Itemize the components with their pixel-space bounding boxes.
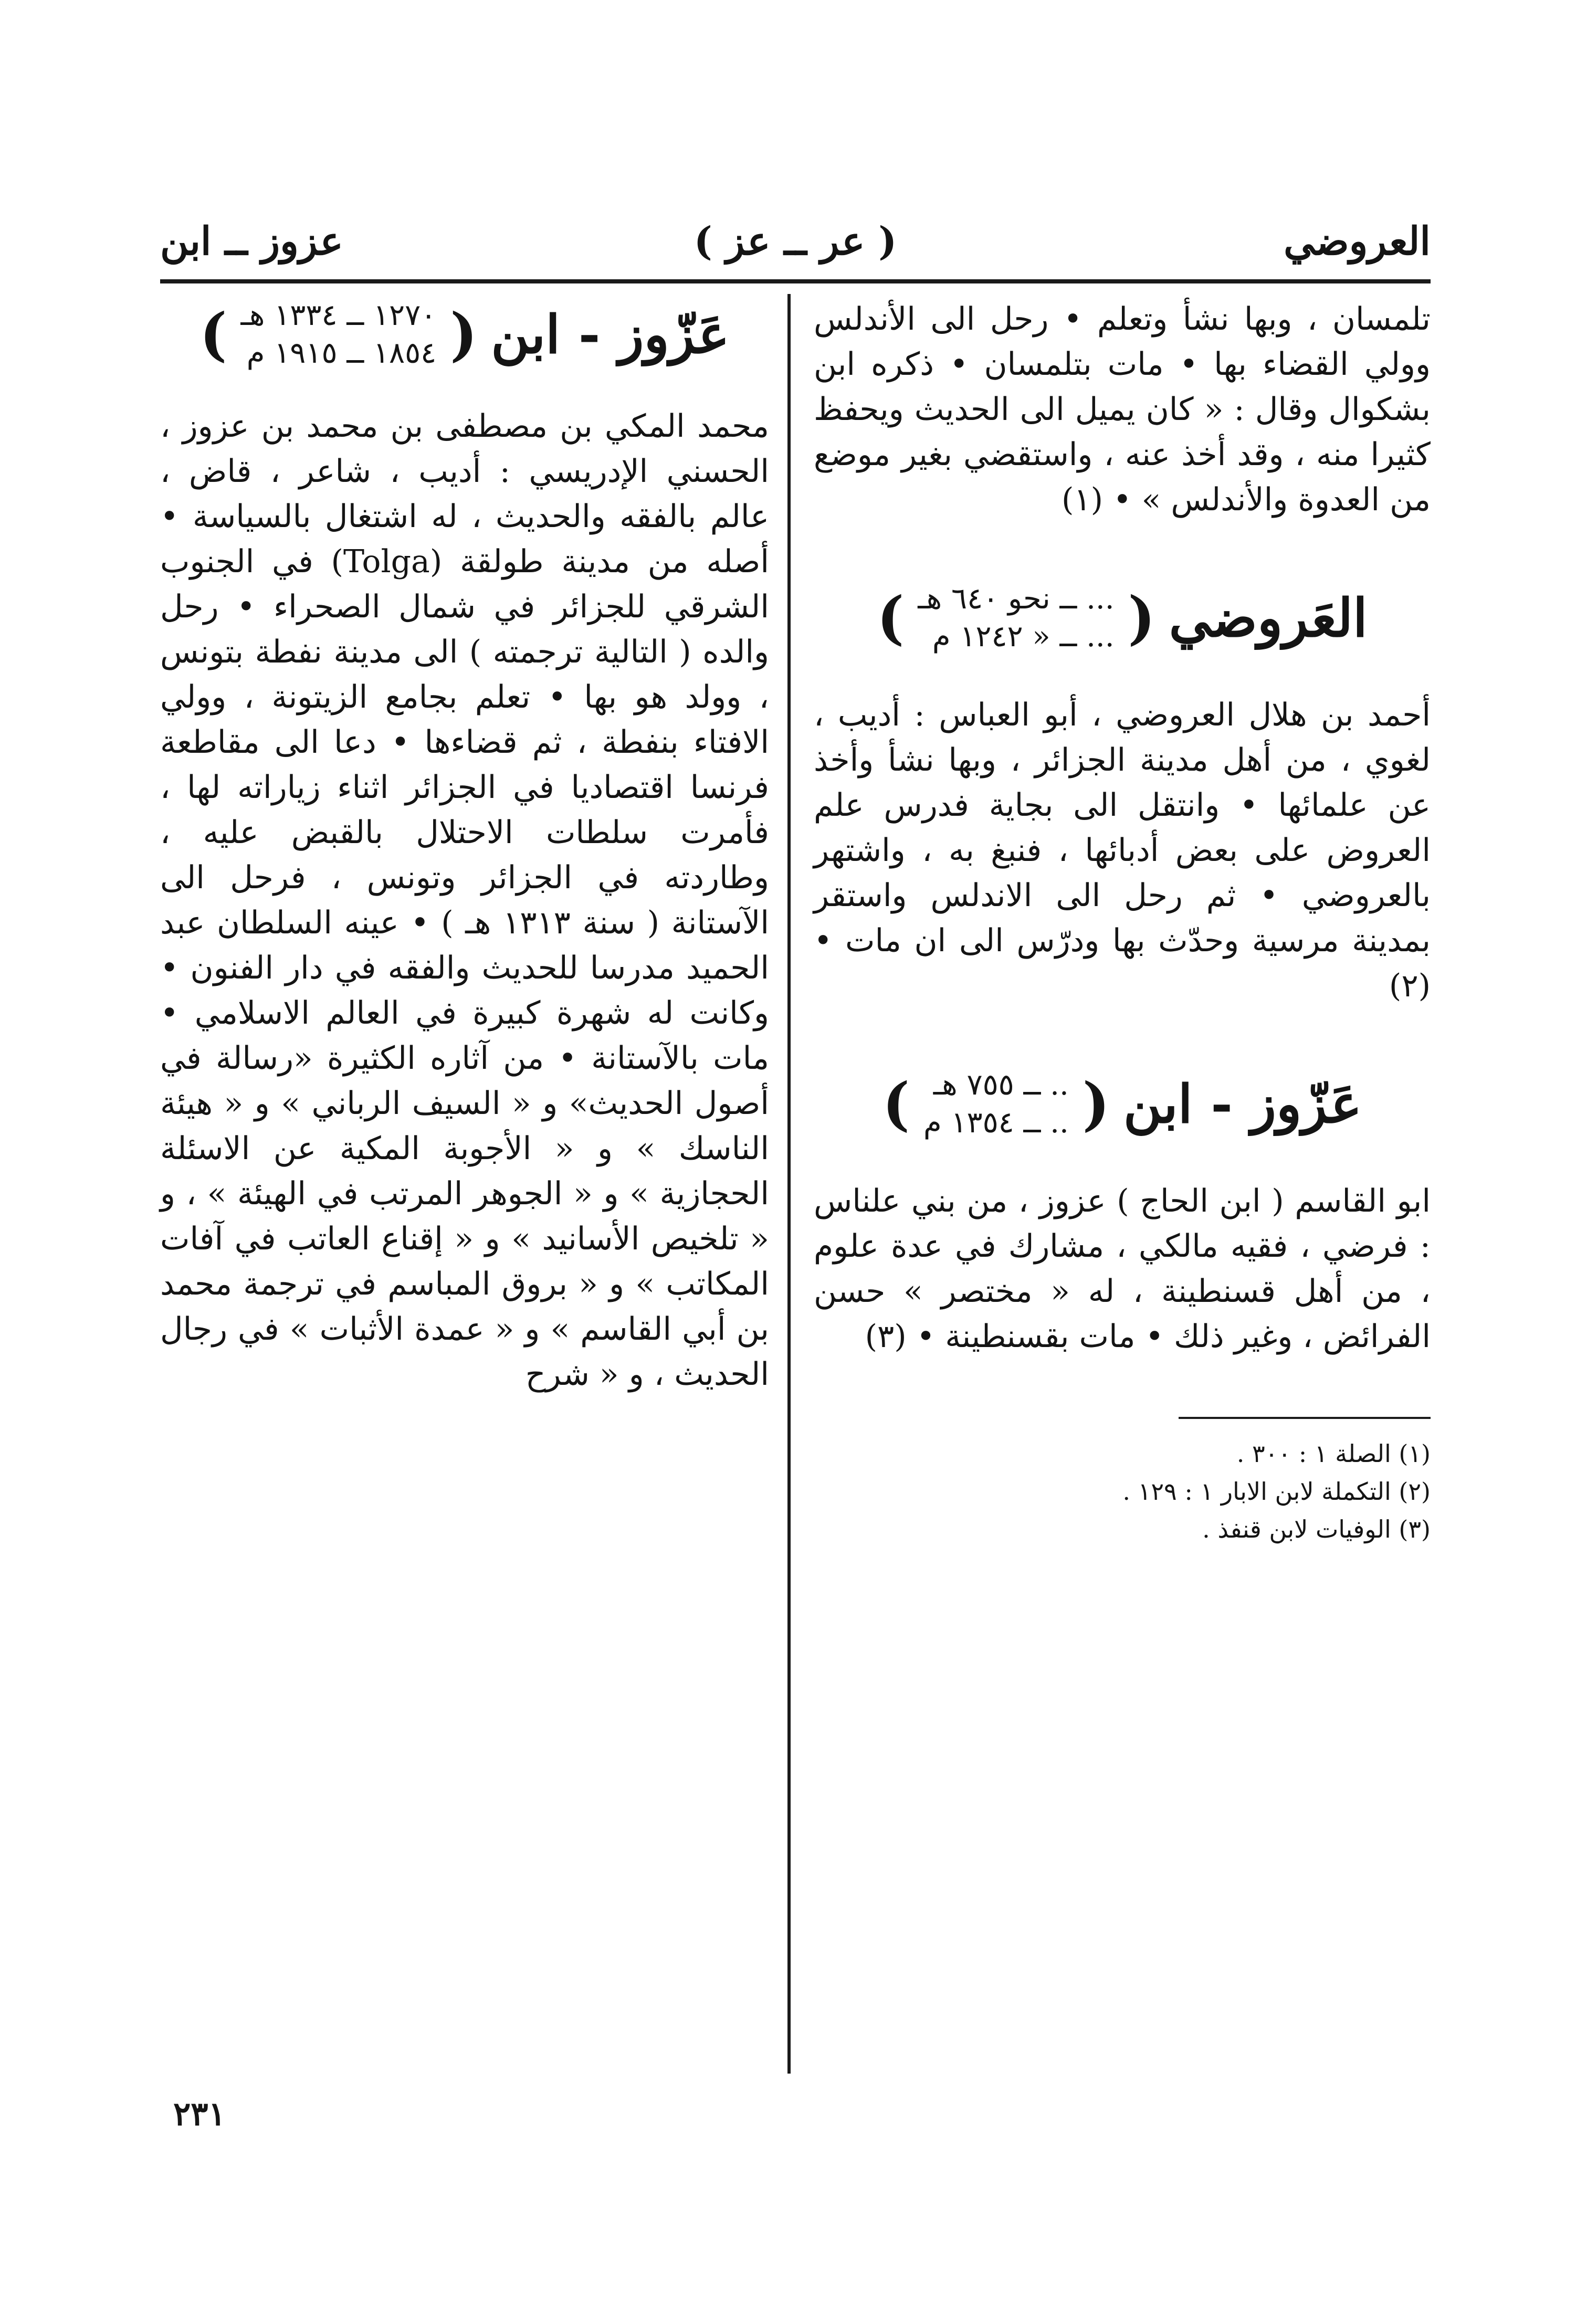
entry-body-azzouz-2: محمد المكي بن مصطفى بن محمد بن عزوز ، الحسني الإدريسي : أديب ، شاعر ، قاض ، عالم بالفقه والحديث ، له اشتغال بالسياسة • أصله من مدينة طولقة (Tolga) في الجنوب الشرقي للجزائر في شمال الصحراء • رحل والده ( التالية ترجمته ) الى مدينة نفطة بتونس ، وولد هو بها • تعلم بجامع الزيتونة ، وولي الافتاء بنفطة ، ثم قضاءها • دعا الى مقاطعة فرنسا اقتصاديا في الجزائر اثناء زياراته لها ، فأمرت سلطات الاحتلال بالقبض عليه ، وطاردته في الجزائر وتونس ، فرحل الى الآستانة ( سنة ١٣١٣ هـ ) • عينه السلطان عبد الحميد مدرسا للحديث والفقه في دار الفنون • وكانت له شهرة كبيرة في العالم الاسلامي • مات بالآستانة • من آثاره الكثيرة «رسالة في أصول الحديث» و « السيف الرباني » و « هيئة الناسك » و « الأجوبة المكية عن الاسئلة الحجازية » و « الجوهر المرتب في الهيئة » ، و « تلخيص الأسانيد » و « إقناع العاتب في آفات المكاتب » و « بروق المباسم في ترجمة محمد بن أبي القاسم » و « عمدة الأثبات » في رجال الحديث ، و « شرح (160, 408, 769, 1393)
entry-body-azzouz-1: ابو القاسم ( ابن الحاج ) عزوز ، من بني علناس : فرضي ، فقيه مالكي ، مشارك في عدة علوم ، من أهل قسنطينة ، له « مختصر » حسن الفرائض ، وغير ذلك • مات بقسنطينة • (٣) (814, 1183, 1431, 1355)
entry-name: عَزّوز - ابن (491, 303, 730, 365)
entry-dates (240, 297, 436, 372)
close-paren: ) (877, 584, 905, 651)
left-column (160, 297, 769, 1397)
footnote: (٢) التكملة لابن الابار ١ : ١٢٩ . (1122, 1477, 1431, 1506)
dates-hijri: ... ــ نحو ٦٤٠ هـ (918, 582, 1115, 616)
entry-heading-azzouz-1 (814, 1066, 1431, 1142)
dates-hijri: .. ــ ٧٥٥ هـ (933, 1068, 1069, 1102)
dates-hijri: ١٢٧٠ ــ ١٣٣٤ هـ (240, 298, 437, 332)
running-header (160, 213, 1431, 270)
footnote-rule (1179, 1417, 1431, 1419)
header-left-title: عزوز ــ ابن (160, 219, 343, 264)
open-paren: ( (450, 300, 478, 368)
open-paren: ( (1082, 1070, 1110, 1138)
close-paren: ) (882, 1070, 910, 1138)
dates-gregorian: ... ــ « ١٢٤٢ م (932, 619, 1115, 654)
entry-heading-aroudi (814, 580, 1431, 656)
dates-gregorian: .. ــ ١٣٥٤ م (923, 1106, 1069, 1140)
entry-name: العَروضي (1169, 587, 1368, 649)
footnote: (١) الصلة ١ : ٣٠٠ . (1236, 1439, 1431, 1468)
continued-paragraph: تلمسان ، وبها نشأ وتعلم • رحل الى الأندلس وولي القضاء بها • مات بتلمسان • ذكره ابن بشكوال وقال : « كان يميل الى الحديث ويحفظ كثيرا منه ، وقد أخذ عنه ، واستقضي بغير موضع من العدوة والأندلس » • (١) (814, 301, 1431, 518)
header-right-title: العروضي (1284, 219, 1431, 264)
entry-name: عَزّوز - ابن (1123, 1073, 1362, 1135)
entry-dates (923, 1066, 1069, 1142)
header-rule (160, 279, 1431, 283)
right-column (814, 297, 1431, 1548)
entry-heading-azzouz-2 (160, 297, 769, 372)
footnotes (814, 1435, 1431, 1548)
footnote: (٣) الوفيات لابن قنفذ . (1202, 1515, 1431, 1543)
dates-gregorian: ١٨٥٤ ــ ١٩١٥ م (246, 336, 437, 370)
page-number: ٢٣١ (173, 2095, 226, 2133)
entry-body-aroudi: أحمد بن هلال العروضي ، أبو العباس : أديب ، لغوي ، من أهل مدينة الجزائر ، وبها نشأ وأخذ عن علمائها • وانتقل الى بجاية فدرس علم العروض على بعض أدبائها ، فنبغ به ، واشتهر بالعروضي • ثم رحل الى الاندلس واستقر بمدينة مرسية وحدّث بها ودرّس الى ان مات • (٢) (814, 697, 1431, 1004)
close-paren: ) (199, 300, 227, 368)
open-paren: ( (1128, 584, 1155, 651)
header-letter-range: ( عر ــ عز ) (694, 219, 897, 264)
column-divider (787, 294, 791, 2074)
entry-dates (918, 580, 1114, 656)
